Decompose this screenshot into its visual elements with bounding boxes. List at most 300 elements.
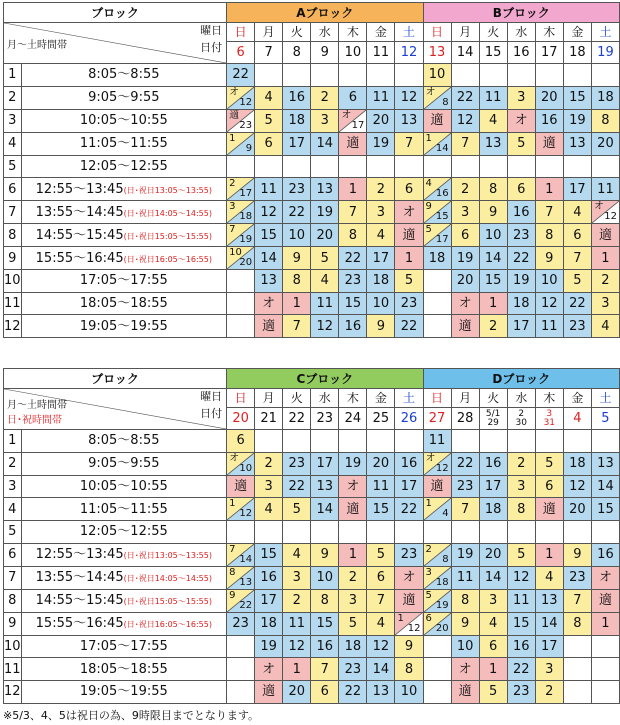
split-cell [227,453,254,475]
schedule-cell [535,155,563,178]
period-time [21,270,227,293]
schedule-cell: 16 [283,86,311,109]
schedule-cell: 17 [535,635,563,658]
date-cell [479,408,507,430]
schedule-cell: 4 [479,109,507,132]
schedule-cell: 13 [311,475,339,498]
schedule-cell: 1 [339,178,367,201]
period-number: 5 [4,521,22,544]
date-cell: 16 [507,42,535,64]
schedule-cell: 12 [311,315,339,338]
schedule-cell [395,155,423,178]
period-time [21,292,227,315]
split-cell-bottom: 12 [239,96,253,108]
period-time [21,475,227,498]
corner-date-label: 日付 [200,407,223,420]
schedule-cell: 15 [507,612,535,635]
period-time [21,155,227,178]
schedule-cell: オ [507,109,535,132]
schedule-cell: 15 [339,292,367,315]
schedule-cell [563,521,591,544]
schedule-cell: 16 [311,635,339,658]
period-row [4,155,620,178]
period-row [4,635,620,658]
weekday-1: 月 [255,389,283,408]
date-cell: 26 [395,408,423,430]
schedule-cell: 20 [479,543,507,566]
schedule-cell [591,635,619,658]
schedule-cell [479,430,507,453]
split-cell [227,178,254,200]
split-cell [227,87,254,109]
period-number: 5 [4,155,22,178]
split-cell-bottom: 4 [442,508,449,520]
split-cell-bottom: 12 [407,622,421,634]
schedule-cell: 18 [255,612,283,635]
schedule-cell: 8 [339,224,367,247]
schedule-cell: 5 [507,543,535,566]
split-cell-bottom: 14 [435,142,449,154]
period-time [21,178,227,201]
schedule-cell [507,155,535,178]
date-cell: 21 [255,408,283,430]
period-time [21,109,227,132]
schedule-cell [227,658,255,681]
schedule-cell: 12 [563,475,591,498]
date-top: 3 [546,408,553,419]
period-number: 4 [4,132,22,155]
schedule-cell: 9 [395,635,423,658]
split-cell-top: オ [425,86,436,98]
schedule-cell: 23 [563,566,591,589]
period-number: 9 [4,612,22,635]
period-time [21,521,227,544]
date-cell: 12 [395,42,423,64]
weekday-1: 月 [451,389,479,408]
period-row [4,86,620,109]
schedule-cell: 14 [255,247,283,270]
schedule-cell [227,521,255,544]
split-cell-top: 5 [425,589,432,601]
date-stack [516,410,527,428]
period-time [21,224,227,247]
split-cell-top: オ [341,109,352,121]
split-cell-top: 9 [229,589,236,601]
schedule-cell: 適 [339,132,367,155]
period-holiday-time: (日･祝日14:05～14:55) [123,208,212,218]
schedule-cell: 18 [507,292,535,315]
schedule-cell: 11 [367,86,395,109]
schedule-cell [423,521,451,544]
schedule-cell: 14 [535,612,563,635]
schedule-cell: 22 [283,475,311,498]
schedule-cell [395,64,423,87]
schedule-cell: 3 [339,589,367,612]
schedule-cell: 3 [255,475,283,498]
period-row [4,452,620,475]
schedule-cell: 10 [311,566,339,589]
schedule-cell: 7 [283,315,311,338]
period-row [4,109,620,132]
schedule-cell [423,612,451,635]
schedule-cell [227,292,255,315]
schedule-cell: 23 [395,292,423,315]
period-row [4,475,620,498]
schedule-cell: 14 [367,658,395,681]
schedule-cell: 7 [563,589,591,612]
schedule-cell: 6 [507,178,535,201]
schedule-cell [227,201,255,224]
period-holiday-time: (日･祝日13:05～13:55) [123,551,212,561]
split-cell-bottom: 13 [239,576,253,588]
schedule-cell [255,521,283,544]
split-cell-bottom: 22 [239,599,253,611]
period-number: 6 [4,178,22,201]
schedule-cell [423,566,451,589]
schedule-cell [563,64,591,87]
split-cell-top: 8 [229,566,236,578]
date-cell: 13 [423,42,451,64]
schedule-cell: 11 [451,566,479,589]
schedule-cell: 5 [395,270,423,293]
split-cell-bottom: 15 [435,211,449,223]
split-cell-bottom: 20 [435,622,449,634]
schedule-cell: 2 [591,270,619,293]
schedule-cell: 12 [507,566,535,589]
schedule-cell: 2 [255,452,283,475]
weekday-0: 日 [423,23,451,42]
split-cell-bottom: 8 [442,96,449,108]
date-cell: 27 [423,408,451,430]
schedule-cell: 4 [479,612,507,635]
schedule-cell [367,155,395,178]
period-holiday-time: (日･祝日16:05～16:55) [123,620,212,630]
schedule-cell: 13 [591,452,619,475]
weekday-0: 日 [227,23,255,42]
schedule-cell: 15 [479,270,507,293]
schedule-cell: 2 [507,452,535,475]
schedule-cell [227,155,255,178]
schedule-cell [423,201,451,224]
schedule-cell: 3 [311,109,339,132]
period-row [4,543,620,566]
weekday-6: 土 [395,389,423,408]
date-cell: 11 [367,42,395,64]
split-cell-top: 1 [229,132,236,144]
schedule-cell: 20 [451,270,479,293]
date-cell: 19 [591,42,619,64]
split-cell-bottom: 10 [239,462,253,474]
schedule-cell: 23 [451,475,479,498]
schedule-cell: 4 [563,201,591,224]
schedule-cell: 22 [283,201,311,224]
schedule-cell: 適 [423,475,451,498]
schedule-cell: 1 [395,247,423,270]
schedule-cell: 11 [535,315,563,338]
schedule-cell [311,430,339,453]
period-row [4,430,620,453]
split-cell [424,567,451,589]
period-holiday-time: (日･祝日15:05～15:55) [123,597,212,607]
date-cell [507,408,535,430]
schedule-cell: 4 [367,612,395,635]
corner-weekday-label: 曜日 [200,390,223,403]
split-cell-top: 1 [425,132,432,144]
schedule-cell: 7 [367,589,395,612]
schedule-cell: 15 [255,543,283,566]
schedule-cell: 15 [591,498,619,521]
schedule-cell: オ [451,658,479,681]
schedule-cell [535,521,563,544]
period-number: 4 [4,498,22,521]
schedule-cell: 23 [283,178,311,201]
schedule-cell: 5 [311,247,339,270]
schedule-cell: 適 [227,475,255,498]
schedule-cell: 7 [451,498,479,521]
schedule-cell [255,430,283,453]
date-cell: 17 [535,42,563,64]
schedule-cell: 19 [255,635,283,658]
schedule-cell: 3 [451,201,479,224]
schedule-cell [479,64,507,87]
schedule-cell: 20 [311,224,339,247]
period-time-text: 9:05～9:55 [88,90,160,106]
date-cell: 8 [283,42,311,64]
split-cell [227,590,254,612]
period-time-text: 9:05～9:55 [88,456,160,472]
schedule-cell: 1 [535,178,563,201]
schedule-cell: 16 [339,315,367,338]
period-time-text: 15:55～16:45 [35,250,124,266]
split-cell-bottom: 14 [239,553,253,565]
period-time-text: 11:05～11:55 [79,136,168,152]
weekday-5: 金 [563,23,591,42]
schedule-cell [423,315,451,338]
schedule-cell: 7 [339,201,367,224]
period-number: 8 [4,224,22,247]
schedule-cell [591,155,619,178]
schedule-cell: 17 [507,315,535,338]
schedule-cell: オ [339,475,367,498]
schedule-cell: 22 [507,658,535,681]
schedule-cell: 1 [591,612,619,635]
schedule-cell: 23 [507,224,535,247]
schedule-cell: 22 [339,247,367,270]
schedule-cell [283,64,311,87]
weekday-6: 土 [591,23,619,42]
split-cell-top: 2 [229,178,236,190]
date-cell: 20 [227,408,255,430]
schedule-cell: 22 [395,315,423,338]
schedule-cell: 11 [507,589,535,612]
date-cell: 23 [311,408,339,430]
period-number: 10 [4,635,22,658]
period-row [4,521,620,544]
schedule-cell: 適 [255,680,283,703]
period-row [4,224,620,247]
schedule-cell: 適 [451,315,479,338]
schedule-cell: 11 [367,475,395,498]
schedule-cell [283,521,311,544]
period-row [4,680,620,703]
period-time [21,132,227,155]
period-number: 6 [4,543,22,566]
schedule-cell [423,635,451,658]
period-holiday-time: (日･祝日16:05～16:55) [123,254,212,264]
schedule-cell: 23 [563,315,591,338]
schedule-cell: オ [395,566,423,589]
schedule-cell: 2 [479,315,507,338]
weekday-5: 金 [563,389,591,408]
schedule-cell: 10 [451,635,479,658]
schedule-cell: 適 [339,498,367,521]
schedule-cell: 1 [591,247,619,270]
weekday-0: 日 [227,389,255,408]
schedule-cell: 19 [311,201,339,224]
period-number: 3 [4,109,22,132]
period-time [21,589,227,612]
schedule-cell [367,521,395,544]
period-row [4,270,620,293]
date-cell: 15 [479,42,507,64]
date-cell [535,408,563,430]
period-row [4,292,620,315]
schedule-cell: 2 [535,680,563,703]
schedule-cell [423,589,451,612]
schedule-cell [423,658,451,681]
weekday-row [4,23,620,42]
schedule-cell: 4 [255,498,283,521]
schedule-cell: 12 [451,109,479,132]
period-row [4,178,620,201]
schedule-cell: 22 [451,86,479,109]
schedule-cell: 7 [563,247,591,270]
schedule-cell: 適 [535,498,563,521]
schedule-cell: 14 [591,475,619,498]
schedule-cell: 5 [535,452,563,475]
weekday-0: 日 [423,389,451,408]
schedule-cell: 5 [563,270,591,293]
schedule-cell: 5 [479,680,507,703]
split-cell [227,110,254,132]
schedule-cell: 8 [311,589,339,612]
split-cell-bottom: 18 [435,576,449,588]
schedule-cell: 10 [395,680,423,703]
schedule-cell: 9 [451,612,479,635]
schedule-cell: 10 [479,224,507,247]
schedule-cell: 6 [395,178,423,201]
split-cell [227,201,254,223]
block-column-label: ブロック [4,3,227,23]
split-cell-top: 2 [425,543,432,555]
weekday-4: 木 [339,389,367,408]
schedule-cell [423,86,451,109]
schedule-cell: 17 [311,452,339,475]
split-cell-top: 1 [397,612,404,624]
schedule-cell [227,132,255,155]
split-cell-bottom: 18 [239,211,253,223]
schedule-cell: 16 [507,635,535,658]
schedule-cell [339,430,367,453]
schedule-cell: 8 [591,109,619,132]
period-number: 2 [4,452,22,475]
split-cell-top: 1 [425,498,432,510]
date-stack [486,410,500,428]
schedule-cell: 23 [339,658,367,681]
split-cell-top: オ [593,201,604,213]
split-cell-bottom: 17 [239,188,253,200]
schedule-cell: 10 [367,292,395,315]
schedule-cell [255,155,283,178]
split-cell [424,544,451,566]
period-time [21,64,227,87]
schedule-cell [591,64,619,87]
date-cell: 5 [591,408,619,430]
schedule-cell [423,155,451,178]
schedule-cell [367,64,395,87]
split-cell-top: 7 [229,543,236,555]
period-time-text: 12:55～13:45 [35,547,124,563]
split-cell-bottom: 19 [239,234,253,246]
schedule-cell [563,635,591,658]
block-label-d: Dブロック [423,369,619,389]
period-time [21,658,227,681]
weekday-6: 土 [591,389,619,408]
schedule-cell: 5 [283,498,311,521]
block-column-label: ブロック [4,369,227,389]
block-label-c: Cブロック [227,369,423,389]
schedule-cell: 4 [535,566,563,589]
schedule-cell: 22 [227,64,255,87]
schedule-cell [423,452,451,475]
schedule-cell: 適 [395,224,423,247]
schedule-cell: 6 [367,566,395,589]
schedule-cell: 適 [591,224,619,247]
weekday-1: 月 [255,23,283,42]
date-cell: 9 [311,42,339,64]
schedule-cell: 9 [283,247,311,270]
schedule-cell [311,64,339,87]
date-bottom: 31 [543,417,556,428]
schedule-cell: 3 [535,658,563,681]
period-time-text: 17:05～17:55 [79,273,168,289]
schedule-cell [451,155,479,178]
period-time-text: 17:05～17:55 [79,639,168,655]
schedule-cell: 7 [535,201,563,224]
schedule-cell: 6 [535,475,563,498]
schedule-cell [451,430,479,453]
weekday-5: 金 [367,23,395,42]
split-cell-bottom: 19 [435,599,449,611]
schedule-cell: 2 [451,178,479,201]
period-number: 1 [4,64,22,87]
date-top: 2 [518,408,525,419]
period-number: 7 [4,201,22,224]
schedule-cell: 22 [451,452,479,475]
split-cell-top: 3 [425,566,432,578]
schedule-cell [507,521,535,544]
schedule-cell [339,109,367,132]
schedule-cell [227,224,255,247]
schedule-cell: 11 [423,430,451,453]
schedule-cell: 22 [563,292,591,315]
split-cell [592,201,619,223]
split-cell-bottom: 12 [435,462,449,474]
schedule-cell [423,543,451,566]
schedule-cell: 9 [367,315,395,338]
period-number: 12 [4,680,22,703]
schedule-cell [423,270,451,293]
